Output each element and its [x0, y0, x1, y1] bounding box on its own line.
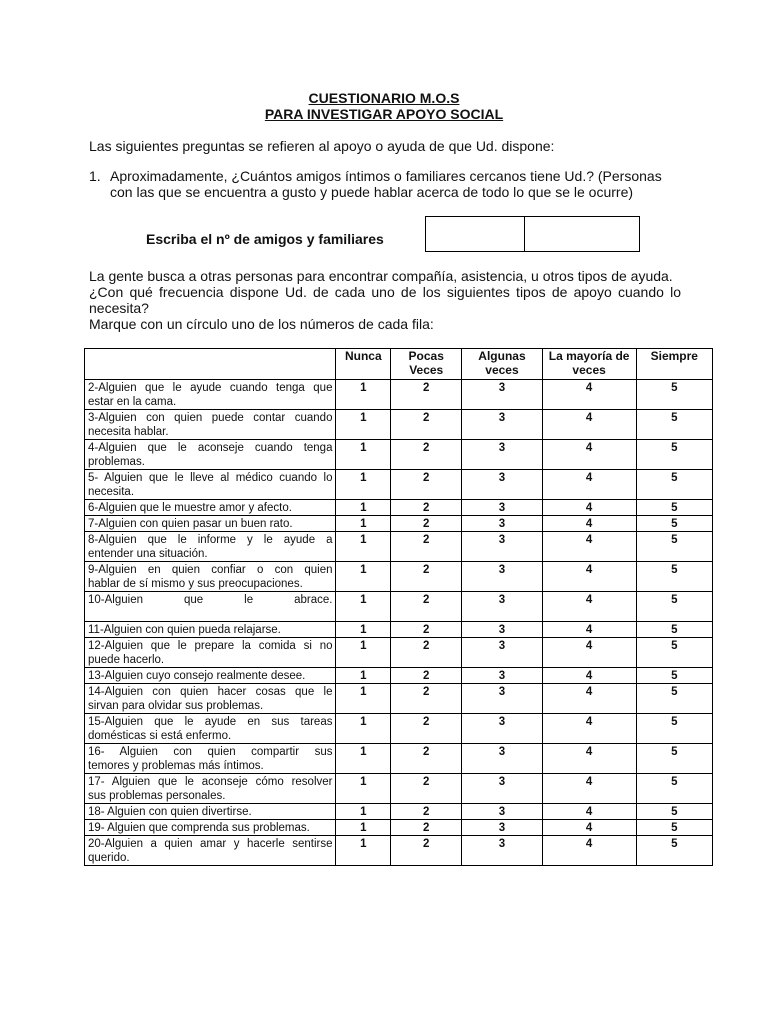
instructions-paragraph — [89, 268, 681, 332]
answer-option-4[interactable]: 4 — [542, 532, 636, 562]
answer-option-3[interactable]: 3 — [462, 774, 542, 804]
question-item — [85, 638, 336, 668]
answer-option-1[interactable]: 1 — [336, 638, 391, 668]
header-nunca: Nunca — [336, 349, 391, 380]
answer-option-3[interactable]: 3 — [462, 440, 542, 470]
question-item — [85, 804, 336, 820]
answer-option-1[interactable]: 1 — [336, 410, 391, 440]
question-item-line: problemas. — [88, 456, 145, 468]
intro-text: Las siguientes preguntas se refieren al apoyo o ayuda de que Ud. dispone: — [89, 138, 555, 154]
answer-option-1[interactable]: 1 — [336, 470, 391, 500]
header-la-mayoria: La mayoría de veces — [542, 349, 636, 380]
table-row — [85, 440, 713, 470]
answer-option-4[interactable]: 4 — [542, 804, 636, 820]
answer-option-2[interactable]: 2 — [391, 836, 462, 866]
question-item-line: 20-Alguien a quien amar y hacerle sentirse — [88, 838, 333, 850]
answer-option-3[interactable]: 3 — [462, 562, 542, 592]
table-row — [85, 804, 713, 820]
table-row — [85, 820, 713, 836]
table-row — [85, 470, 713, 500]
answer-option-2[interactable]: 2 — [391, 668, 462, 684]
question-item-line: entender una situación. — [88, 548, 208, 560]
question-item — [85, 470, 336, 500]
answer-option-4[interactable]: 4 — [542, 470, 636, 500]
question-1-number: 1. — [89, 168, 101, 184]
instructions-line-3: necesita? — [89, 300, 149, 316]
question-1-line-1: Aproximadamente, ¿Cuántos amigos íntimos o familiares cercanos tiene Ud.? (Personas — [110, 168, 662, 184]
answer-option-2[interactable]: 2 — [391, 410, 462, 440]
answer-option-5[interactable]: 5 — [636, 684, 712, 714]
answer-option-5[interactable]: 5 — [636, 532, 712, 562]
answer-option-1[interactable]: 1 — [336, 562, 391, 592]
answer-option-3[interactable]: 3 — [462, 622, 542, 638]
friends-count-boxes — [425, 216, 640, 252]
question-item — [85, 532, 336, 562]
friends-count-box-1[interactable] — [426, 217, 525, 251]
answer-option-5[interactable]: 5 — [636, 774, 712, 804]
table-header-row — [85, 349, 713, 380]
answer-option-4[interactable]: 4 — [542, 714, 636, 744]
question-item-line: 11-Alguien con quien pueda relajarse. — [88, 624, 281, 636]
answer-option-4[interactable]: 4 — [542, 836, 636, 866]
answer-option-1[interactable]: 1 — [336, 516, 391, 532]
answer-option-2[interactable]: 2 — [391, 470, 462, 500]
question-item — [85, 500, 336, 516]
question-item-line: 8-Alguien que le informe y le ayude a — [88, 534, 333, 546]
answer-option-5[interactable]: 5 — [636, 410, 712, 440]
answer-option-1[interactable]: 1 — [336, 820, 391, 836]
answer-option-1[interactable]: 1 — [336, 592, 391, 622]
answer-option-3[interactable]: 3 — [462, 836, 542, 866]
question-item-line — [88, 607, 332, 621]
answer-option-4[interactable]: 4 — [542, 774, 636, 804]
answer-option-5[interactable]: 5 — [636, 380, 712, 410]
question-item-line: 17- Alguien que le aconseje cómo resolver — [88, 776, 333, 788]
answer-option-2[interactable]: 2 — [391, 516, 462, 532]
question-item — [85, 592, 336, 622]
answer-option-1[interactable]: 1 — [336, 500, 391, 516]
answer-option-2[interactable]: 2 — [391, 638, 462, 668]
header-pocas-veces: Pocas Veces — [391, 349, 462, 380]
answer-option-5[interactable]: 5 — [636, 804, 712, 820]
answer-option-5[interactable]: 5 — [636, 562, 712, 592]
answer-option-2[interactable]: 2 — [391, 532, 462, 562]
question-item-line: querido. — [88, 852, 130, 864]
answer-option-4[interactable]: 4 — [542, 410, 636, 440]
answer-option-5[interactable]: 5 — [636, 820, 712, 836]
table-row — [85, 410, 713, 440]
question-item — [85, 668, 336, 684]
answer-option-1[interactable]: 1 — [336, 532, 391, 562]
answer-option-3[interactable]: 3 — [462, 684, 542, 714]
answer-option-5[interactable]: 5 — [636, 836, 712, 866]
question-item-line: 18- Alguien con quien divertirse. — [88, 806, 252, 818]
answer-option-2[interactable]: 2 — [391, 622, 462, 638]
table-row — [85, 714, 713, 744]
table-row — [85, 516, 713, 532]
question-item — [85, 622, 336, 638]
question-item-line: 2-Alguien que le ayude cuando tenga que — [88, 382, 333, 394]
question-item-line: 14-Alguien con quien hacer cosas que le — [88, 686, 333, 698]
question-item-line: sirvan para olvidar sus problemas. — [88, 700, 264, 712]
question-item — [85, 410, 336, 440]
table-row — [85, 562, 713, 592]
answer-option-2[interactable]: 2 — [391, 380, 462, 410]
answer-option-5[interactable]: 5 — [636, 638, 712, 668]
answer-option-4[interactable]: 4 — [542, 592, 636, 622]
answer-option-3[interactable]: 3 — [462, 470, 542, 500]
question-item — [85, 774, 336, 804]
answer-option-4[interactable]: 4 — [542, 668, 636, 684]
answer-option-3[interactable]: 3 — [462, 668, 542, 684]
answer-option-5[interactable]: 5 — [636, 622, 712, 638]
instructions-line-2: ¿Con qué frecuencia dispone Ud. de cada uno de los siguientes tipos de apoyo cuando lo — [89, 284, 681, 300]
answer-option-1[interactable]: 1 — [336, 714, 391, 744]
answer-option-1[interactable]: 1 — [336, 440, 391, 470]
answer-option-2[interactable]: 2 — [391, 592, 462, 622]
question-item — [85, 836, 336, 866]
question-item-line: 15-Alguien que le ayude en sus tareas — [88, 716, 333, 728]
answer-option-1[interactable]: 1 — [336, 622, 391, 638]
question-item-line: sus problemas personales. — [88, 790, 226, 802]
title-line-2: PARA INVESTIGAR APOYO SOCIAL — [264, 106, 504, 122]
question-1-line-2: con las que se encuentra a gusto y puede hablar acerca de todo lo que se le ocurre) — [110, 184, 634, 200]
question-item-line: 6-Alguien que le muestre amor y afecto. — [88, 502, 292, 514]
question-item-line: puede hacerlo. — [88, 654, 165, 666]
answer-option-3[interactable]: 3 — [462, 410, 542, 440]
answer-option-2[interactable]: 2 — [391, 440, 462, 470]
title-line-1: CUESTIONARIO M.O.S — [308, 90, 460, 106]
question-item-line: 13-Alguien cuyo consejo realmente desee. — [88, 670, 306, 682]
question-item — [85, 684, 336, 714]
table-row — [85, 380, 713, 410]
answer-option-5[interactable]: 5 — [636, 668, 712, 684]
answer-option-2[interactable]: 2 — [391, 684, 462, 714]
question-item — [85, 380, 336, 410]
question-item-line: temores y problemas más íntimos. — [88, 760, 264, 772]
question-item-line: 9-Alguien en quien confiar o con quien — [88, 564, 333, 576]
answer-option-5[interactable]: 5 — [636, 470, 712, 500]
answer-option-3[interactable]: 3 — [462, 532, 542, 562]
answer-option-2[interactable]: 2 — [391, 500, 462, 516]
answer-option-1[interactable]: 1 — [336, 380, 391, 410]
answer-option-4[interactable]: 4 — [542, 440, 636, 470]
answer-option-5[interactable]: 5 — [636, 500, 712, 516]
question-item-line: hablar de sí mismo y sus preocupaciones. — [88, 578, 303, 590]
answer-option-1[interactable]: 1 — [336, 668, 391, 684]
header-algunas-veces: Algunas veces — [462, 349, 542, 380]
header-item — [85, 349, 336, 380]
table-row — [85, 668, 713, 684]
answer-option-2[interactable]: 2 — [391, 774, 462, 804]
question-item-line: 5- Alguien que le lleve al médico cuando lo — [88, 472, 333, 484]
answer-option-2[interactable]: 2 — [391, 804, 462, 820]
answer-option-4[interactable]: 4 — [542, 380, 636, 410]
answer-option-3[interactable]: 3 — [462, 638, 542, 668]
question-item-line: necesita. — [88, 486, 135, 498]
question-item — [85, 744, 336, 774]
answer-option-4[interactable]: 4 — [542, 744, 636, 774]
answer-option-3[interactable]: 3 — [462, 820, 542, 836]
support-questionnaire-table — [84, 348, 713, 866]
answer-option-1[interactable]: 1 — [336, 804, 391, 820]
answer-option-2[interactable]: 2 — [391, 744, 462, 774]
answer-option-5[interactable]: 5 — [636, 516, 712, 532]
table-row — [85, 836, 713, 866]
answer-option-1[interactable]: 1 — [336, 684, 391, 714]
question-item-line: 3-Alguien con quien puede contar cuando — [88, 412, 333, 424]
table-row — [85, 638, 713, 668]
question-item-line: 12-Alguien que le prepare la comida si no — [88, 640, 333, 652]
answer-option-2[interactable]: 2 — [391, 714, 462, 744]
answer-option-3[interactable]: 3 — [462, 592, 542, 622]
question-item-line: 7-Alguien con quien pasar un buen rato. — [88, 518, 293, 530]
question-item — [85, 562, 336, 592]
question-item-line: domésticas si está enfermo. — [88, 730, 232, 742]
answer-option-4[interactable]: 4 — [542, 820, 636, 836]
answer-option-2[interactable]: 2 — [391, 562, 462, 592]
answer-option-4[interactable]: 4 — [542, 562, 636, 592]
answer-option-5[interactable]: 5 — [636, 744, 712, 774]
table-row — [85, 532, 713, 562]
answer-option-3[interactable]: 3 — [462, 500, 542, 516]
table-row — [85, 684, 713, 714]
question-item-line: necesita hablar. — [88, 426, 169, 438]
answer-option-3[interactable]: 3 — [462, 714, 542, 744]
answer-option-3[interactable]: 3 — [462, 516, 542, 532]
answer-option-1[interactable]: 1 — [336, 744, 391, 774]
question-item — [85, 516, 336, 532]
answer-option-4[interactable]: 4 — [542, 622, 636, 638]
table-row — [85, 500, 713, 516]
answer-option-5[interactable]: 5 — [636, 440, 712, 470]
answer-option-4[interactable]: 4 — [542, 638, 636, 668]
question-item — [85, 714, 336, 744]
friends-count-box-2[interactable] — [525, 217, 639, 251]
table-row — [85, 592, 713, 622]
table-row — [85, 744, 713, 774]
answer-option-5[interactable]: 5 — [636, 592, 712, 622]
question-item-line: 4-Alguien que le aconseje cuando tenga — [88, 442, 333, 454]
question-1-text — [110, 168, 680, 200]
question-item-line: estar en la cama. — [88, 396, 177, 408]
answer-option-4[interactable]: 4 — [542, 684, 636, 714]
friends-count-label: Escriba el nº de amigos y familiares — [146, 231, 384, 247]
question-item-line: 19- Alguien que comprenda sus problemas. — [88, 822, 310, 834]
answer-option-1[interactable]: 1 — [336, 774, 391, 804]
answer-option-1[interactable]: 1 — [336, 836, 391, 866]
table-row — [85, 622, 713, 638]
answer-option-5[interactable]: 5 — [636, 714, 712, 744]
answer-option-3[interactable]: 3 — [462, 804, 542, 820]
answer-option-3[interactable]: 3 — [462, 744, 542, 774]
instructions-line-1: La gente busca a otras personas para encontrar compañía, asistencia, u otros tipos de ayuda. — [89, 268, 673, 284]
table-row — [85, 774, 713, 804]
question-item-line: 10-Alguien que le abrace. — [88, 594, 333, 606]
answer-option-2[interactable]: 2 — [391, 820, 462, 836]
header-siempre: Siempre — [636, 349, 712, 380]
question-item-line: 16- Alguien con quien compartir sus — [88, 746, 333, 758]
answer-option-3[interactable]: 3 — [462, 380, 542, 410]
question-item — [85, 820, 336, 836]
answer-option-4[interactable]: 4 — [542, 516, 636, 532]
instructions-line-4: Marque con un círculo uno de los números de cada fila: — [89, 316, 434, 332]
answer-option-4[interactable]: 4 — [542, 500, 636, 516]
question-item — [85, 440, 336, 470]
